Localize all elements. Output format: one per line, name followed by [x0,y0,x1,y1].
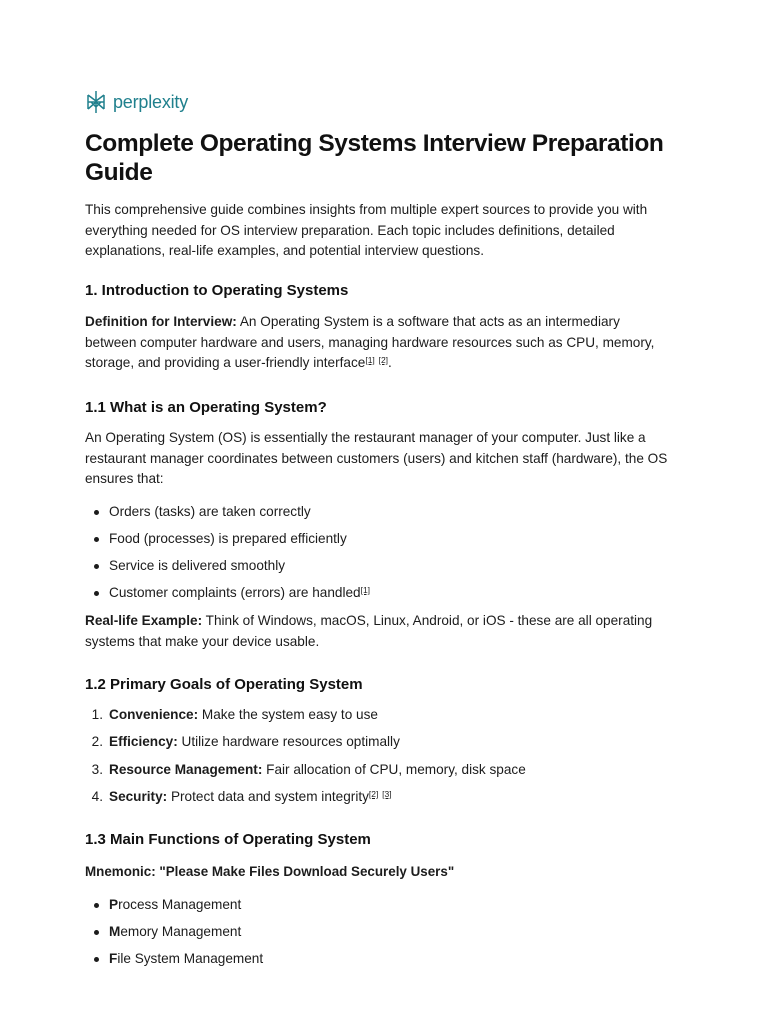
list-number: 3. [91,762,103,777]
bullet [85,530,109,548]
mnemonic-letter: M [109,924,121,939]
bullet [85,923,109,941]
bullet [85,557,109,575]
section-1-1-heading: 1.1 What is an Operating System? [85,399,327,416]
definition-paragraph [85,312,675,374]
brand-logo[interactable] [85,90,188,114]
bullet [85,950,109,968]
restaurant-analogy-paragraph: An Operating System (OS) is essentially the restaurant manager of your computer. Just like a restaurant manager coordinates between customers (users) and kitchen staff (hardware), the OS ensures that: [85,430,668,486]
list-item [85,896,645,914]
section-1-3-heading: 1.3 Main Functions of Operating System [85,831,371,848]
citation-1[interactable]: [1] [360,585,371,595]
bullet [85,584,109,602]
function-text: rocess Management [118,897,242,912]
perplexity-logo-icon [85,90,107,114]
list-item [85,530,645,548]
section-1-2-heading: 1.2 Primary Goals of Operating System [85,676,363,693]
definition-text: An Operating System is a software that acts as an intermediary between computer hardware and users, managing hardware resources such as CPU, memory, storage, and providing a user-friendly interface [85,314,655,370]
section-1-heading: 1. Introduction to Operating Systems [85,282,349,299]
citation-1[interactable]: [1] [365,355,375,365]
goal-text: Fair allocation of CPU, memory, disk space [262,762,526,777]
goal-label: Efficiency: [109,734,178,749]
example-label: Real-life Example: [85,613,203,628]
bullet [85,896,109,914]
intro-paragraph: This comprehensive guide combines insights from multiple expert sources to provide you with everything needed for OS interview preparation. Each topic includes definitions, detailed explanations, real-life examples, and potential interview questions. [85,202,648,258]
list-item [85,733,645,751]
goal-text: Protect data and system integrity [167,789,369,804]
list-number: 1. [91,707,103,722]
goal-label: Convenience: [109,707,199,722]
citation-2[interactable]: [2] [368,789,379,799]
sentence-end: . [388,355,392,370]
function-text: ile System Management [117,951,264,966]
mnemonic-letter: F [109,951,118,966]
goal-label: Resource Management: [109,762,263,777]
goal-label: Security: [109,789,168,804]
page-title: Complete Operating Systems Interview Preparation Guide [85,130,664,186]
function-text: emory Management [120,924,242,939]
list-item [85,503,645,521]
mnemonic-letter: P [109,897,119,912]
list-item-text: Food (processes) is prepared efficiently [109,531,347,546]
list-number: 2. [91,734,103,749]
list-item [85,584,645,602]
citation-3[interactable]: [3] [382,789,392,799]
brand-name: perplexity [113,91,189,112]
definition-label: Definition for Interview: [85,314,237,329]
list-item [85,923,645,941]
citation-2[interactable]: [2] [378,355,389,365]
list-item-text: Orders (tasks) are taken correctly [109,504,311,519]
real-life-example-paragraph [85,611,675,652]
goal-text: Utilize hardware resources optimally [177,734,400,749]
list-number: 4. [91,789,103,804]
list-item [85,761,645,779]
list-item [85,706,645,724]
example-text: Think of Windows, macOS, Linux, Android, or iOS - these are all operating systems that make your device usable. [85,613,653,649]
list-item-text: Service is delivered smoothly [109,558,286,573]
list-item [85,788,645,806]
list-item-text: Customer complaints (errors) are handled [109,585,361,600]
list-item [85,557,645,575]
bullet [85,503,109,521]
list-item [85,950,645,968]
goal-text: Make the system easy to use [198,707,378,722]
mnemonic: Mnemonic: "Please Make Files Download Securely Users" [85,864,455,879]
